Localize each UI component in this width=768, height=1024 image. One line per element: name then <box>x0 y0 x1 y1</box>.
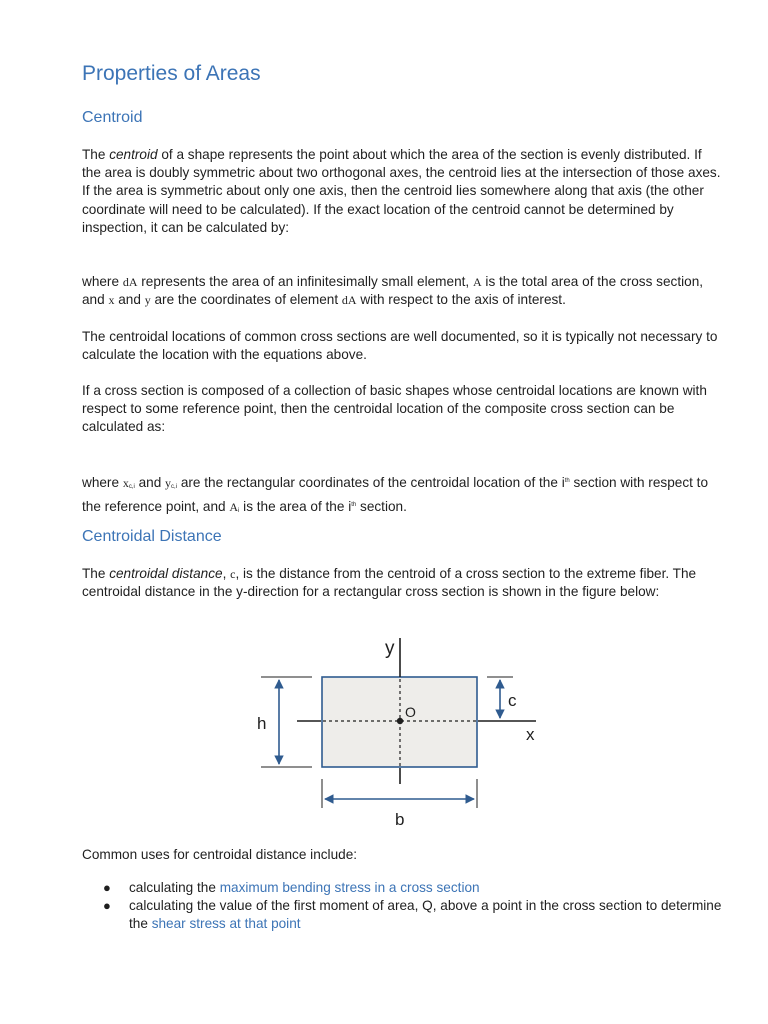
label-b: b <box>395 810 405 829</box>
label-c: c <box>508 691 517 710</box>
centroid-paragraph-5: where xc,i and yc,i are the rectangular coordinates of the centroidal location of the $i^{th}$ section with respect to the reference point, and Ai is the area of the $i^{th}$ section. <box>82 475 709 515</box>
list-item: ● calculating the value of the first moment of area, Q, above a point in the cross section to determine the shear stress at that point <box>103 898 722 932</box>
centroidal-distance-term: centroidal distance <box>109 566 223 581</box>
uses-list <box>82 879 722 934</box>
bullet-icon: ● <box>103 880 111 895</box>
centroid-term: centroid <box>109 147 158 162</box>
link-shear-stress[interactable]: shear stress at that point <box>151 916 301 932</box>
uses-intro: Common uses for centroidal distance include: <box>82 847 358 862</box>
centroid-paragraph-3: The centroidal locations of common cross sections are well documented, so it is typically not necessary to calculate the location with the equations above. <box>82 329 718 363</box>
centroid-paragraph-1: The centroid of a shape represents the point about which the area of the section is evenly distributed. If the area is doubly symmetric about two orthogonal axes, the centroid lies at the intersection of those axes. If the area is symmetric about only one axis, then the centroid lies somewhere along that axis (the other coordinate will need to be calculated). If the exact location of the centroid cannot be determined by inspection, it can be calculated by: <box>82 147 721 235</box>
centroid-paragraph-4: If a cross section is composed of a collection of basic shapes whose centroidal locations are known with respect to some reference point, then the centroidal location of the composite cross section can be calculated as: <box>82 383 707 435</box>
centroidal-distance-paragraph: The centroidal distance, c, is the distance from the centroid of a cross section to the extreme fiber. The centroidal distance in the y-direction for a rectangular cross section is shown in the figure below: <box>82 566 697 600</box>
section-heading-centroid: Centroid <box>82 109 143 126</box>
centroid-paragraph-2: where dA represents the area of an infinitesimally small element, A is the total area of the cross section, and x and y are the coordinates of element dA with respect to the axis of interest. <box>82 274 704 308</box>
link-maximum-bending-stress[interactable]: maximum bending stress in a cross section <box>219 880 480 895</box>
list-item: ● calculating the maximum bending stress in a cross section <box>82 879 722 897</box>
label-y: y <box>385 638 395 659</box>
bullet-icon: ● <box>103 898 111 914</box>
centroid-point <box>397 718 403 724</box>
label-h: h <box>257 714 267 733</box>
label-x: x <box>526 725 535 744</box>
section-heading-centroidal-distance: Centroidal Distance <box>82 528 222 545</box>
page-title: Properties of Areas <box>82 62 261 85</box>
label-o: O <box>405 704 416 720</box>
